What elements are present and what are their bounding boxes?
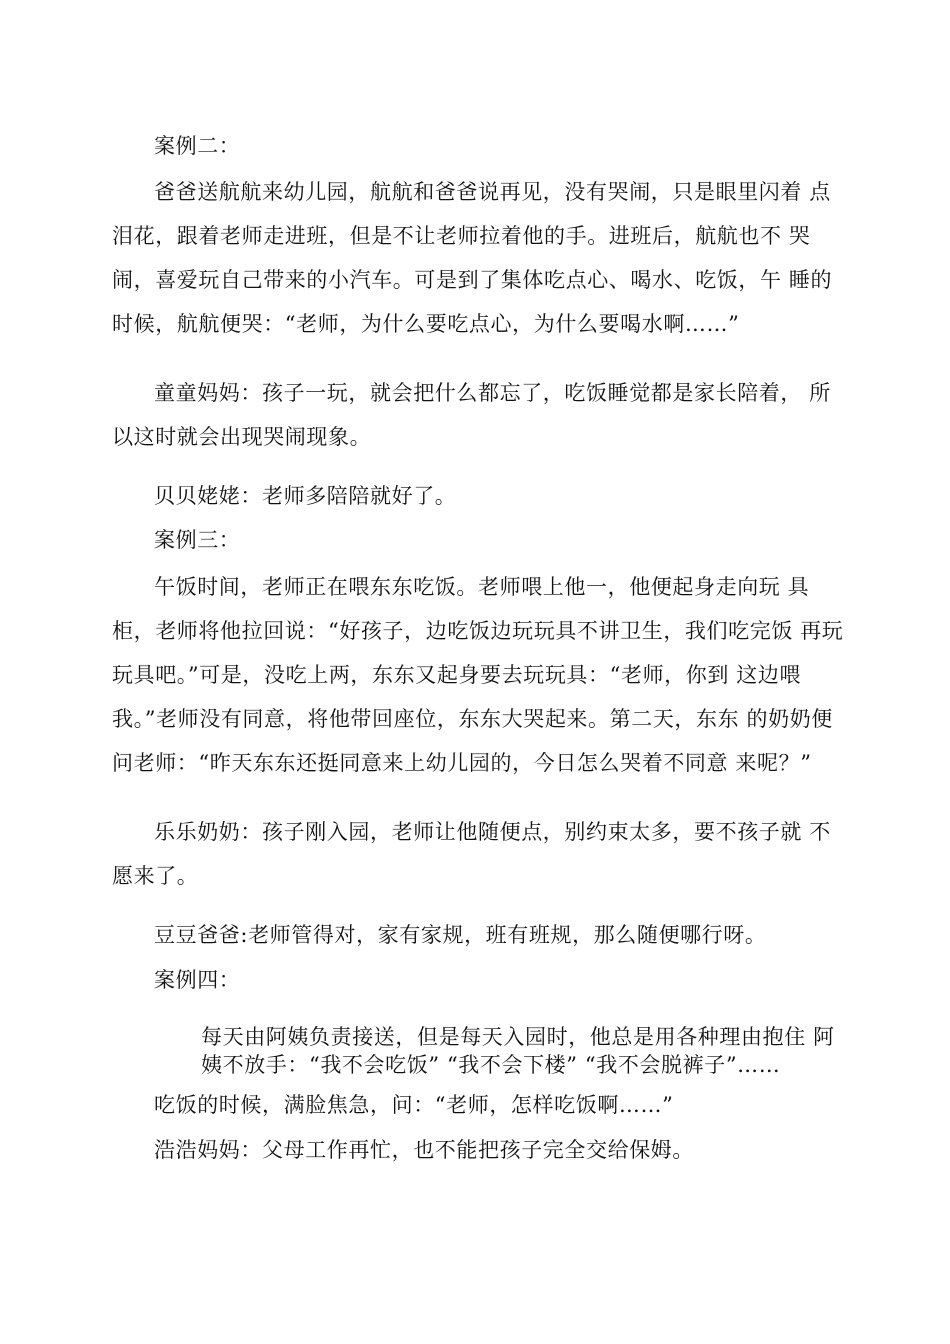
lele-grandma-comment: 乐乐奶奶：孩子刚入园，老师让他随便点，别约束太多，要不孩子就 不愿来了。 bbox=[112, 820, 831, 888]
case-four-paragraph: 每天由阿姨负责接送，但是每天入园时，他总是用各种理由抱住 阿姨不放手：“我不会吃饭” “我不会下楼” “我不会脱裤子”…… bbox=[201, 1025, 835, 1077]
doudou-dad-comment: 豆豆爸爸:老师管得对，家有家规，班有班规，那么随便哪行呀。 bbox=[154, 923, 767, 947]
beibei-grandma-comment: 贝贝姥姥：老师多陪陪就好了。 bbox=[154, 484, 457, 508]
case-four-continuation: 吃饭的时候，满脸焦急，问：“老师，怎样吃饭啊……” bbox=[154, 1093, 674, 1117]
tongtong-mom-comment: 童童妈妈：孩子一玩，就会把什么都忘了，吃饭睡觉都是家长陪着， 所以这时就会出现哭闹现象。 bbox=[112, 381, 831, 449]
case-three-heading: 案例三： bbox=[154, 528, 241, 552]
haohao-mom-comment: 浩浩妈妈：父母工作再忙，也不能把孩子完全交给保姆。 bbox=[154, 1138, 694, 1162]
case-three-paragraph: 午饭时间，老师正在喂东东吃饭。老师喂上他一，他便起身走向玩 具柜，老师将他拉回说：“好孩子，边吃饭边玩玩具不讲卫生，我们吃完饭 再玩玩具吧。”可是，没吃上两，东东又起身要去玩玩具：“老师，你到 这边喂我。”老师没有同意，将他带回座位，东东大哭起来。第二天，东东 的奶奶便问老师：“昨天东东还挺同意来上幼儿园的，今日怎么哭着不同意 来呢？” bbox=[112, 575, 844, 775]
case-four-heading: 案例四： bbox=[154, 968, 241, 992]
case-two-heading: 案例二： bbox=[154, 134, 241, 158]
case-two-paragraph: 爸爸送航航来幼儿园，航航和爸爸说再见，没有哭闹，只是眼里闪着 点泪花，跟着老师走进班，但是不让老师拉着他的手。进班后，航航也不 哭闹，喜爱玩自己带来的小汽车。可是到了集体吃点心、喝水、吃饭，午 睡的时候，航航便哭：“老师，为什么要吃点心，为什么要喝水啊……” bbox=[112, 180, 833, 336]
